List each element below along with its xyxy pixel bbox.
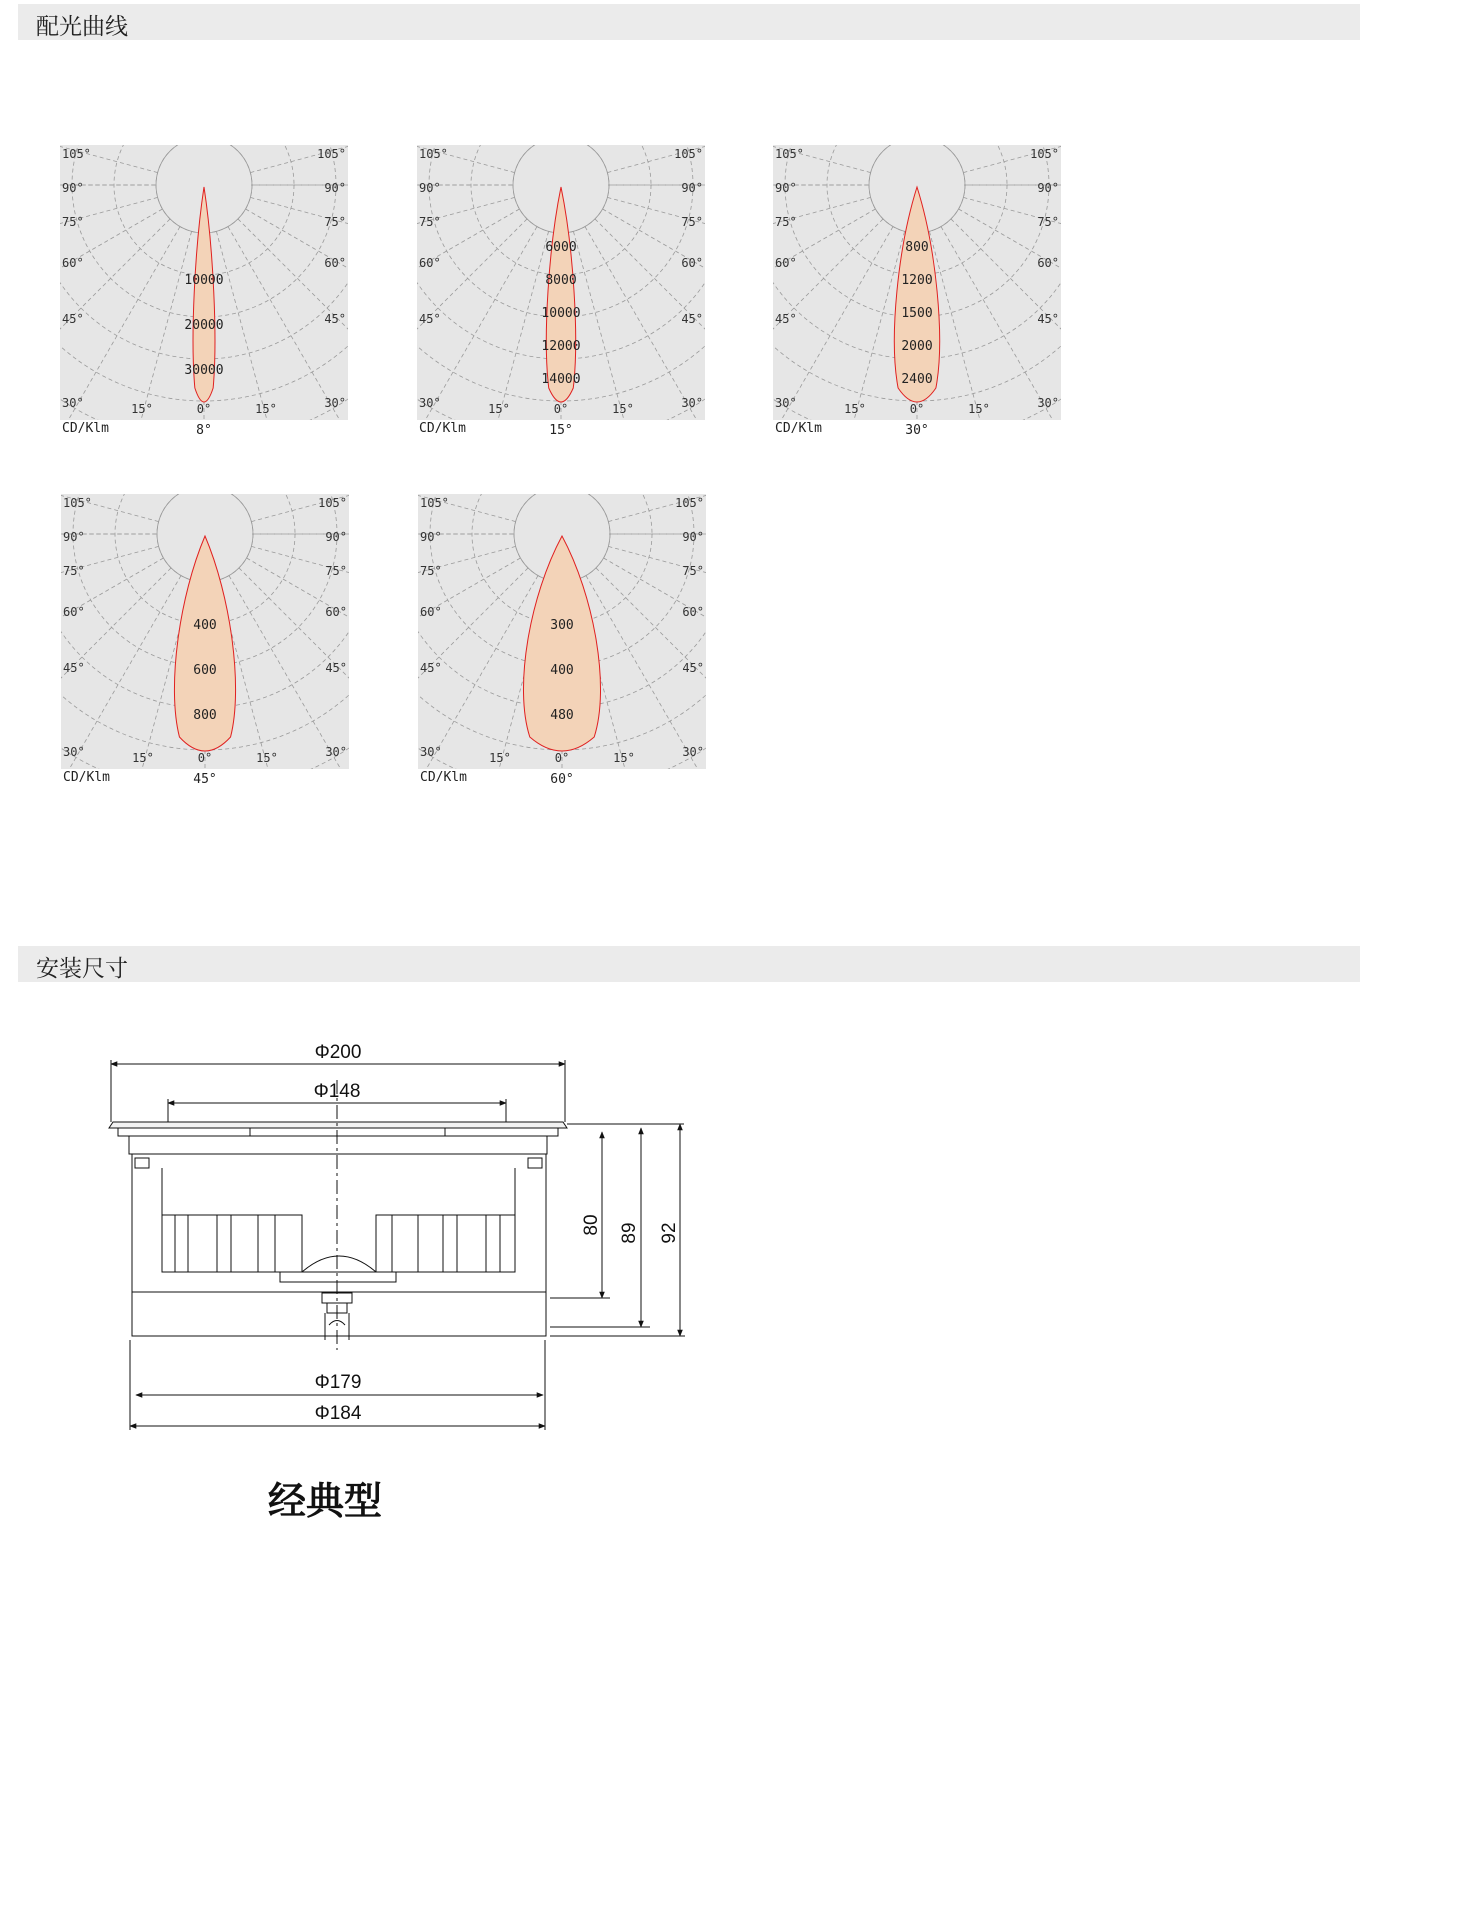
beam-angle-label: 30° xyxy=(905,423,929,438)
dim-label-200: Φ200 xyxy=(314,1042,362,1063)
angle-label-right: 60° xyxy=(324,256,346,270)
angle-label-right: 75° xyxy=(324,215,346,229)
angle-label-left: 90° xyxy=(420,530,442,544)
ring-value-label: 400 xyxy=(550,663,574,678)
angle-label-right: 45° xyxy=(682,661,704,675)
unit-label: CD/Klm xyxy=(62,421,109,436)
angle-label-left: 105° xyxy=(63,496,92,510)
polar-chart-8deg xyxy=(60,145,348,448)
angle-label-left: 90° xyxy=(63,530,85,544)
ring-value-label: 20000 xyxy=(184,318,224,333)
dim-label-80: 80 xyxy=(581,1214,602,1236)
angle-label-right: 105° xyxy=(1030,147,1059,161)
angle-label-left: 105° xyxy=(419,147,448,161)
angle-label-15-right: 15° xyxy=(255,402,277,416)
ring-value-label: 600 xyxy=(193,663,217,678)
unit-label: CD/Klm xyxy=(420,770,467,785)
angle-label-right: 75° xyxy=(1037,215,1059,229)
ring-value-label: 300 xyxy=(550,618,574,633)
dim-label-89: 89 xyxy=(619,1222,640,1244)
angle-label-0: 0° xyxy=(554,751,570,765)
model-caption: 经典型 xyxy=(268,1479,383,1523)
angle-label-left: 105° xyxy=(62,147,91,161)
dimension-drawing xyxy=(90,1040,710,1440)
angle-label-left: 60° xyxy=(62,256,84,270)
angle-label-right: 105° xyxy=(674,147,703,161)
angle-label-right: 30° xyxy=(1037,396,1059,410)
angle-label-left: 45° xyxy=(63,661,85,675)
angle-label-left: 75° xyxy=(420,564,442,578)
angle-label-left: 45° xyxy=(62,312,84,326)
angle-label-left: 60° xyxy=(63,605,85,619)
angle-label-left: 60° xyxy=(419,256,441,270)
angle-label-right: 90° xyxy=(1037,181,1059,195)
angle-label-0: 0° xyxy=(909,402,925,416)
angle-label-left: 75° xyxy=(775,215,797,229)
ring-value-label: 1200 xyxy=(901,273,933,288)
section-title: 配光曲线 xyxy=(36,14,128,40)
angle-label-right: 105° xyxy=(317,147,346,161)
angle-label-right: 60° xyxy=(1037,256,1059,270)
angle-label-15-right: 15° xyxy=(968,402,990,416)
angle-label-right: 60° xyxy=(325,605,347,619)
ring-value-label: 12000 xyxy=(541,339,581,354)
angle-label-right: 105° xyxy=(318,496,347,510)
angle-label-right: 75° xyxy=(325,564,347,578)
ring-value-label: 30000 xyxy=(184,363,224,378)
ring-value-label: 10000 xyxy=(541,306,581,321)
angle-label-right: 30° xyxy=(681,396,703,410)
angle-label-left: 30° xyxy=(63,745,85,759)
angle-label-right: 60° xyxy=(682,605,704,619)
angle-label-0: 0° xyxy=(197,751,213,765)
angle-label-15-right: 15° xyxy=(613,751,635,765)
angle-label-15-left: 15° xyxy=(844,402,866,416)
ring-value-label: 1500 xyxy=(901,306,933,321)
angle-label-left: 45° xyxy=(419,312,441,326)
angle-label-right: 45° xyxy=(1037,312,1059,326)
angle-label-15-left: 15° xyxy=(131,402,153,416)
angle-label-right: 90° xyxy=(325,530,347,544)
dim-label-179: Φ179 xyxy=(314,1372,362,1393)
section-title: 安装尺寸 xyxy=(36,956,128,982)
angle-label-right: 90° xyxy=(681,181,703,195)
angle-label-right: 75° xyxy=(681,215,703,229)
section-header-installation-size xyxy=(18,946,1360,982)
angle-label-right: 45° xyxy=(325,661,347,675)
angle-label-left: 90° xyxy=(62,181,84,195)
angle-label-left: 30° xyxy=(775,396,797,410)
ring-value-label: 8000 xyxy=(545,273,577,288)
ring-value-label: 6000 xyxy=(545,240,577,255)
ring-value-label: 2400 xyxy=(901,372,933,387)
beam-angle-label: 8° xyxy=(196,423,212,438)
ring-value-label: 400 xyxy=(193,618,217,633)
dim-label-148: Φ148 xyxy=(313,1081,361,1102)
angle-label-0: 0° xyxy=(196,402,212,416)
unit-label: CD/Klm xyxy=(775,421,822,436)
ring-value-label: 480 xyxy=(550,708,574,723)
angle-label-left: 90° xyxy=(419,181,441,195)
angle-label-left: 30° xyxy=(62,396,84,410)
polar-chart-60deg xyxy=(418,494,706,797)
ring-value-label: 2000 xyxy=(901,339,933,354)
polar-chart-30deg xyxy=(773,145,1061,448)
angle-label-left: 105° xyxy=(775,147,804,161)
angle-label-left: 75° xyxy=(63,564,85,578)
angle-label-left: 30° xyxy=(420,745,442,759)
angle-label-0: 0° xyxy=(553,402,569,416)
angle-label-right: 75° xyxy=(682,564,704,578)
ring-value-label: 14000 xyxy=(541,372,581,387)
dim-label-184: Φ184 xyxy=(314,1403,362,1424)
dim-label-92: 92 xyxy=(659,1222,680,1244)
angle-label-right: 90° xyxy=(682,530,704,544)
ring-value-label: 800 xyxy=(193,708,217,723)
angle-label-left: 45° xyxy=(420,661,442,675)
angle-label-left: 45° xyxy=(775,312,797,326)
angle-label-15-right: 15° xyxy=(612,402,634,416)
angle-label-right: 60° xyxy=(681,256,703,270)
angle-label-right: 30° xyxy=(325,745,347,759)
polar-chart-45deg xyxy=(61,494,349,797)
angle-label-right: 30° xyxy=(682,745,704,759)
angle-label-right: 90° xyxy=(324,181,346,195)
angle-label-right: 30° xyxy=(324,396,346,410)
angle-label-left: 60° xyxy=(420,605,442,619)
angle-label-15-right: 15° xyxy=(256,751,278,765)
angle-label-left: 105° xyxy=(420,496,449,510)
angle-label-right: 45° xyxy=(324,312,346,326)
beam-angle-label: 15° xyxy=(549,423,573,438)
section-header-light-distribution xyxy=(18,4,1360,40)
unit-label: CD/Klm xyxy=(63,770,110,785)
beam-angle-label: 60° xyxy=(550,772,574,787)
polar-chart-15deg xyxy=(417,145,705,448)
angle-label-left: 75° xyxy=(419,215,441,229)
beam-angle-label: 45° xyxy=(193,772,217,787)
ring-value-label: 800 xyxy=(905,240,929,255)
angle-label-15-left: 15° xyxy=(489,751,511,765)
unit-label: CD/Klm xyxy=(419,421,466,436)
angle-label-15-left: 15° xyxy=(132,751,154,765)
angle-label-left: 90° xyxy=(775,181,797,195)
angle-label-right: 45° xyxy=(681,312,703,326)
angle-label-15-left: 15° xyxy=(488,402,510,416)
angle-label-left: 30° xyxy=(419,396,441,410)
angle-label-left: 75° xyxy=(62,215,84,229)
angle-label-left: 60° xyxy=(775,256,797,270)
angle-label-right: 105° xyxy=(675,496,704,510)
ring-value-label: 10000 xyxy=(184,273,224,288)
